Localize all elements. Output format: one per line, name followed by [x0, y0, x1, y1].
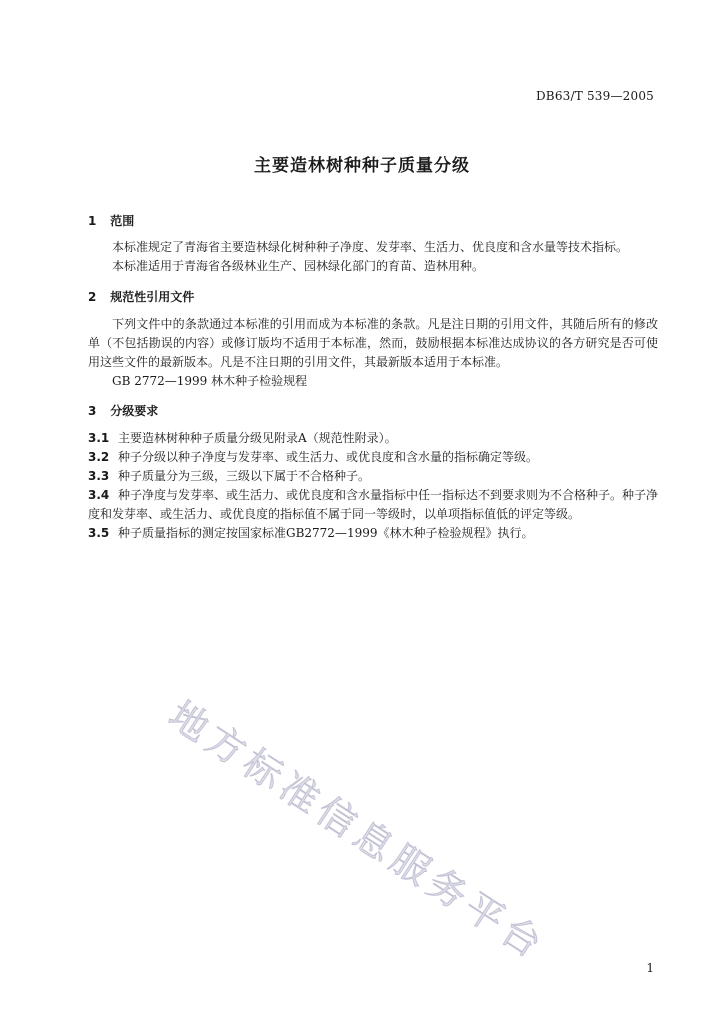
- section-number: 3: [88, 404, 97, 418]
- clause-number: 3.5: [88, 526, 110, 540]
- section-heading-grading-requirements: [88, 402, 158, 419]
- clause-3-1: [88, 429, 662, 448]
- references-paragraph: 下列文件中的条款通过本标准的引用而成为本标准的条款。凡是注日期的引用文件，其随后所有的修改单（不包括勘误的内容）或修订版均不适用于本标准，然而，鼓励根据本标准达成协议的各方研究是否可使用这些文件的最新版本。凡是不注日期的引用文件，其最新版本适用于本标准。: [88, 317, 658, 369]
- clause-number: 3.3: [88, 469, 110, 483]
- scope-paragraph-2: 本标准适用于青海省各级林业生产、园林绿化部门的育苗、造林用种。: [112, 259, 485, 273]
- clause-text: 主要造林树种种子质量分级见附录A（规范性附录）。: [118, 431, 397, 445]
- clause-3-2: [88, 448, 662, 467]
- reference-item: GB 2772—1999 林木种子检验规程: [112, 374, 308, 388]
- document-code: DB63/T 539—2005: [535, 89, 654, 103]
- section-heading-scope: [88, 212, 134, 229]
- clause-3-5: [88, 524, 662, 543]
- clause-text: 种子分级以种子净度与发芽率、或生活力、或优良度和含水量的指标确定等级。: [118, 450, 539, 464]
- clause-text: 种子净度与发芽率、或生活力、或优良度和含水量指标中任一指标达不到要求则为不合格种子。种子净度和发芽率、或生活力、或优良度的指标值不属于同一等级时，以单项指标值低的评定等级。: [88, 488, 659, 521]
- document-title: 主要造林树种种子质量分级: [254, 156, 470, 176]
- watermark-text: 地方标准信息服务平台: [161, 692, 555, 970]
- clause-number: 3.2: [88, 450, 110, 464]
- section-title: 分级要求: [110, 404, 159, 418]
- scope-paragraph-1: 本标准规定了青海省主要造林绿化树种种子净度、发芽率、生活力、优良度和含水量等技术指标。: [112, 240, 629, 254]
- page-number: 1: [646, 961, 654, 975]
- clause-number: 3.4: [88, 488, 110, 502]
- clause-3-3: [88, 467, 662, 486]
- section-number: 1: [88, 214, 97, 228]
- section-number: 2: [88, 290, 97, 304]
- clause-text: 种子质量分为三级，三级以下属于不合格种子。: [118, 469, 371, 483]
- section-heading-normative-references: [88, 288, 194, 305]
- section-title: 范围: [110, 214, 135, 228]
- clause-number: 3.1: [88, 431, 110, 445]
- clause-text: 种子质量指标的测定按国家标准GB2772—1999《林木种子检验规程》执行。: [118, 526, 534, 540]
- section-title: 规范性引用文件: [110, 290, 195, 304]
- clause-3-4: [88, 486, 662, 524]
